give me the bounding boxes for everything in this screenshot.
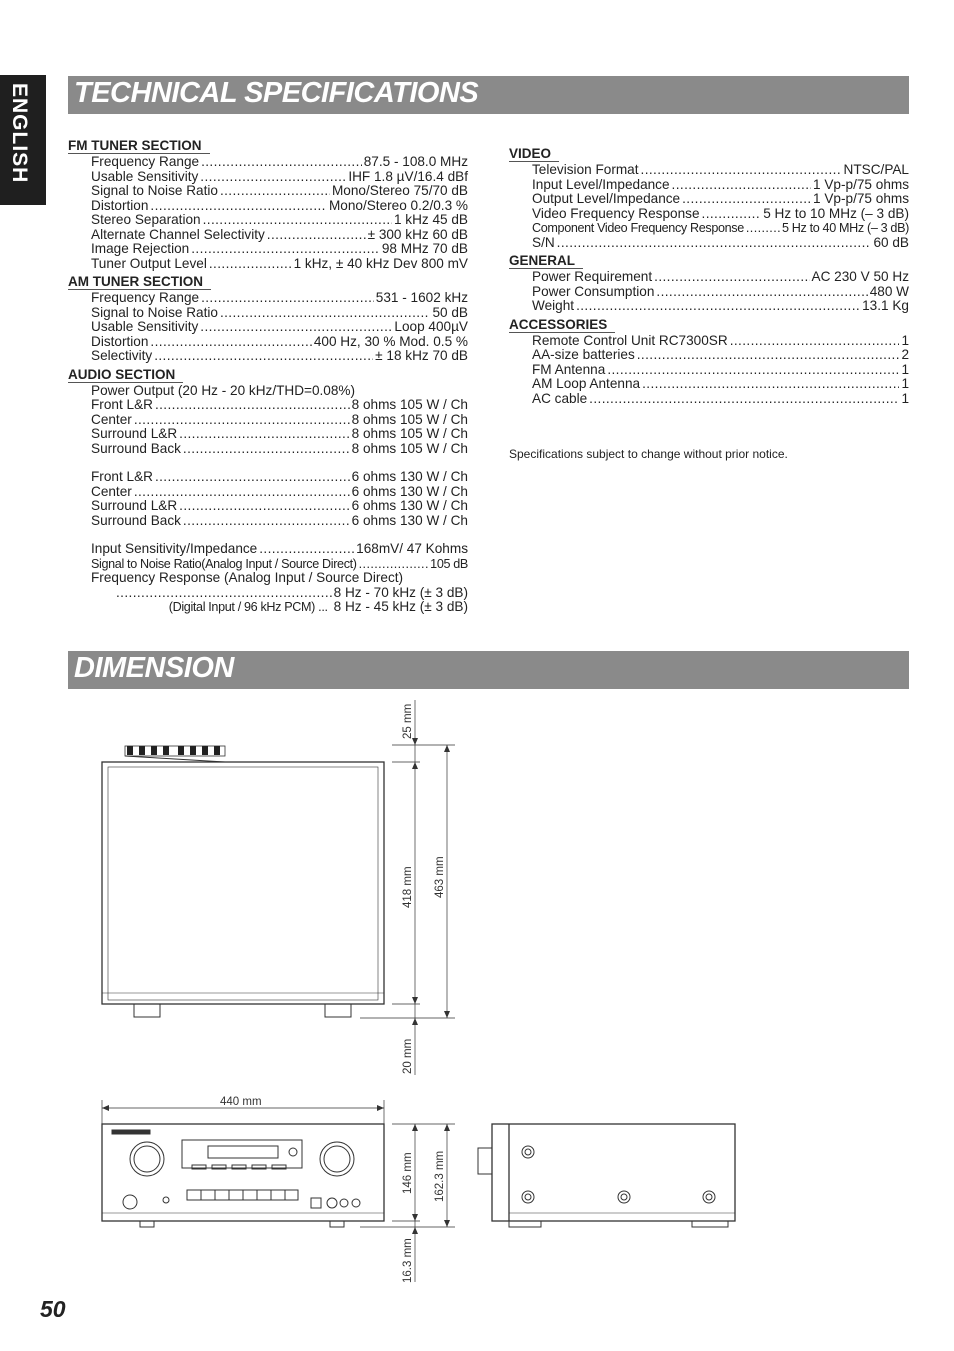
spec-value: 98 MHz 70 dB: [381, 241, 468, 256]
spec-label: Surround Back: [91, 440, 181, 456]
spec-label: S/N: [532, 234, 555, 250]
dimension-title: DIMENSION: [74, 652, 234, 684]
spec-value: Loop 400µV: [394, 319, 468, 334]
dim-20mm: 20 mm: [402, 1038, 414, 1074]
dim-146mm: 146 mm: [402, 1152, 414, 1194]
freq-response-label: Frequency Response (Analog Input / Source Direct): [91, 570, 404, 585]
spec-label: Alternate Channel Selectivity: [91, 226, 265, 242]
spec-label: AM Loop Antenna: [532, 376, 641, 391]
spec-value: IHF 1.8 µV/16.4 dBf: [348, 168, 468, 184]
spec-label: Video Frequency Response: [532, 205, 700, 221]
spec-value: 6 ohms 130 W / Ch: [351, 512, 468, 528]
spec-label: Signal to Noise Ratio: [91, 183, 218, 198]
spec-value: 13.1 Kg: [862, 298, 909, 313]
dim-162mm: 162.3 mm: [434, 1150, 446, 1202]
spec-value: 1: [901, 376, 909, 391]
dim-16mm: 16.3 mm: [402, 1238, 414, 1283]
spec-label: Front L&R: [91, 397, 153, 412]
spec-label: Frequency Range: [91, 154, 200, 169]
spec-label: Weight: [532, 298, 575, 313]
spec-label: Frequency Range: [91, 290, 200, 305]
am-heading: AM TUNER SECTION: [68, 274, 211, 290]
spec-value: 480 W: [869, 283, 909, 299]
spec-value: 531 - 1602 kHz: [375, 290, 468, 305]
top-view-drawing: [102, 746, 384, 1017]
dim-463mm: 463 mm: [434, 856, 446, 898]
spec-value: 8 ohms 105 W / Ch: [351, 440, 468, 456]
video-heading: VIDEO: [509, 146, 559, 162]
dim-25mm: 25 mm: [402, 703, 414, 739]
spec-label: Surround L&R: [91, 498, 178, 513]
spec-value: Mono/Stereo 75/70 dB: [331, 183, 468, 198]
spec-value: ± 18 kHz 70 dB: [375, 348, 468, 363]
spec-value: 1 kHz, ± 40 kHz Dev 800 mV: [293, 255, 468, 271]
spec-value: 5 Hz to 10 MHz (– 3 dB): [763, 205, 909, 221]
spec-label: FM Antenna: [532, 361, 606, 377]
spec-label: Output Level/Impedance: [532, 191, 681, 206]
spec-value: 1 kHz 45 dB: [393, 212, 468, 227]
spec-label: Stereo Separation: [91, 212, 201, 227]
spec-value: 1: [901, 390, 909, 406]
spec-value: 8 ohms 105 W / Ch: [351, 397, 468, 412]
spec-value: 6 ohms 130 W / Ch: [351, 498, 468, 513]
spec-value: 1 Vp-p/75 ohms: [813, 191, 909, 206]
spec-value: 1: [901, 361, 909, 377]
fm-heading: FM TUNER SECTION: [68, 138, 210, 154]
spec-value: 60 dB: [873, 234, 909, 250]
spec-value: Mono/Stereo 0.2/0.3 %: [328, 197, 468, 213]
audio-heading: AUDIO SECTION: [68, 367, 183, 383]
power-output-label: Power Output (20 Hz - 20 kHz/THD=0.08%): [91, 382, 356, 398]
spec-value: 8 ohms 105 W / Ch: [351, 411, 468, 427]
front-view-drawing: [102, 1124, 384, 1227]
spec-row: Signal to Noise Ratio(Analog Input / Source Direct) ..... 105 dB: [91, 557, 468, 572]
spec-label: Surround L&R: [91, 426, 178, 441]
spec-label: Remote Control Unit RC7300SR: [532, 332, 728, 348]
spec-label: Tuner Output Level: [91, 255, 207, 271]
spec-value: 2: [901, 347, 909, 362]
page-number: 50: [40, 1296, 66, 1322]
spec-label: Distortion: [91, 333, 149, 349]
dim-440mm: 440 mm: [220, 1096, 262, 1108]
spec-label: Signal to Noise Ratio: [91, 304, 218, 320]
dim-418mm: 418 mm: [402, 866, 414, 908]
accessories-heading: ACCESSORIES: [509, 317, 615, 333]
spec-label: Surround Back: [91, 512, 181, 528]
spec-label: Selectivity: [91, 348, 153, 363]
spec-row: ..... 8 Hz - 70 kHz (± 3 dB): [116, 586, 468, 601]
spec-label: Front L&R: [91, 469, 153, 484]
spec-value: 5 Hz to 40 MHz (– 3 dB): [781, 221, 909, 235]
spec-label: Usable Sensitivity: [91, 319, 199, 334]
spec-value: 8 ohms 105 W / Ch: [351, 426, 468, 441]
spec-value: AC 230 V 50 Hz: [811, 269, 909, 284]
spec-row: Input Sensitivity/Impedance ..... 168mV/ 47 Kohms: [91, 542, 468, 557]
general-heading: GENERAL: [509, 253, 583, 269]
spec-label: Power Consumption: [532, 283, 655, 299]
spec-label: Distortion: [91, 197, 149, 213]
spec-value: 400 Hz, 30 % Mod. 0.5 %: [313, 333, 468, 349]
spec-value: 50 dB: [432, 304, 468, 320]
spec-label: Input Level/Impedance: [532, 176, 670, 192]
spec-value: 6 ohms 130 W / Ch: [351, 469, 468, 484]
spec-label: Power Requirement: [532, 269, 653, 284]
spec-label: Image Rejection: [91, 241, 190, 256]
language-tab-label: ENGLISH: [8, 83, 31, 184]
spec-note: Specifications subject to change without prior notice.: [509, 447, 788, 461]
spec-value: NTSC/PAL: [843, 162, 909, 177]
spec-label: AC cable: [532, 390, 588, 406]
spec-label: Center: [91, 411, 132, 427]
spec-label: Component Video Frequency Response: [532, 221, 744, 235]
specs-title: TECHNICAL SPECIFICATIONS: [74, 77, 479, 109]
spec-label: Television Format: [532, 162, 639, 177]
spec-label: Usable Sensitivity: [91, 168, 199, 184]
spec-value: 87.5 - 108.0 MHz: [363, 154, 468, 169]
spec-value: 6 ohms 130 W / Ch: [351, 483, 468, 499]
spec-label: Center: [91, 483, 132, 499]
spec-row: (Digital Input / 96 kHz PCM) ... 8 Hz - 45 kHz (± 3 dB): [168, 599, 468, 614]
spec-value: 1 Vp-p/75 ohms: [813, 176, 909, 192]
spec-value: ± 300 kHz 60 dB: [367, 226, 468, 242]
spec-label: AA-size batteries: [532, 347, 635, 362]
side-view-drawing: [478, 1124, 735, 1227]
spec-value: 1: [901, 332, 909, 348]
